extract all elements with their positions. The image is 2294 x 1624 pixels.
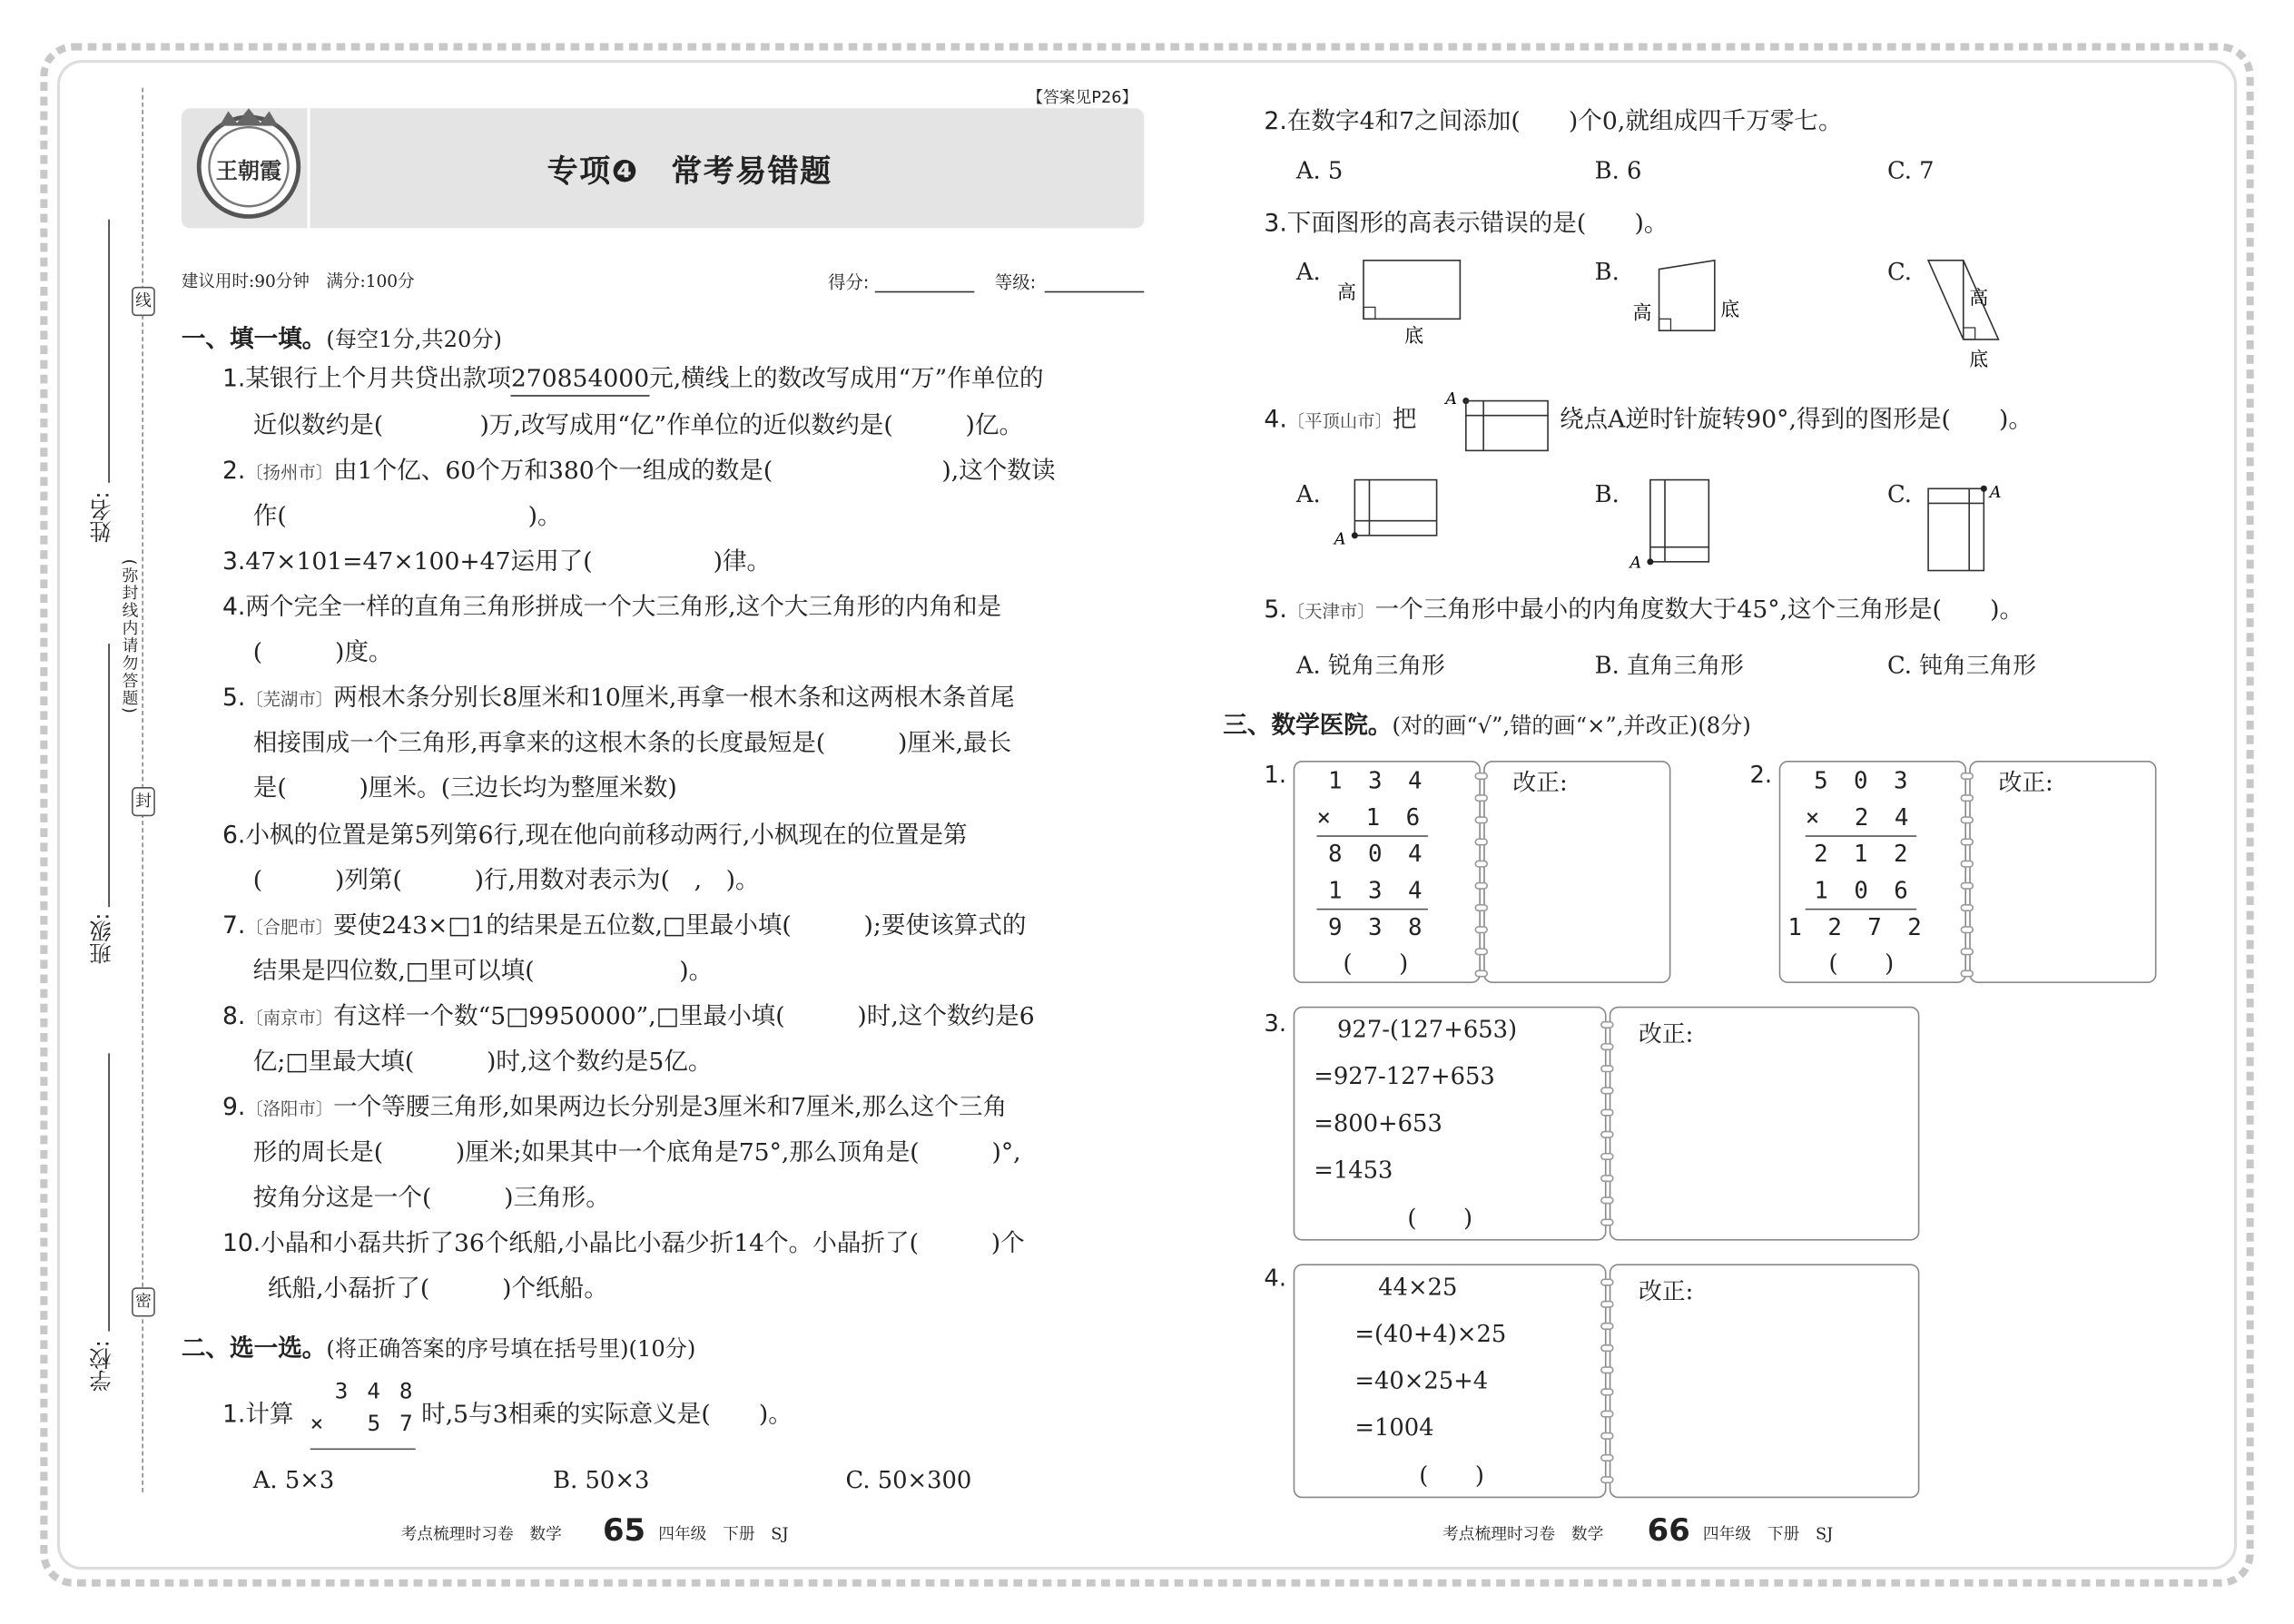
q-text: 47×101=47×100+47运用了( )律。	[245, 546, 772, 576]
shape-b-trapezoid	[1627, 251, 1758, 354]
q1-4-line1	[222, 591, 1001, 623]
p2-row5: 1 2 7 2	[1787, 912, 1928, 941]
binder-ring	[1600, 1432, 1614, 1440]
shape-a-rectangle	[1332, 251, 1478, 354]
point-a-label: A	[1334, 530, 1346, 549]
p2-fix-box[interactable]	[1969, 761, 2156, 983]
p3-num: 3.	[1264, 1009, 1287, 1038]
score-field[interactable]	[875, 291, 975, 293]
binder-ring	[1961, 773, 1974, 780]
p2-judge[interactable]: ( )	[1828, 949, 1895, 978]
shape-c-parallelogram	[1919, 251, 2022, 374]
q1-5-line3: 是( )厘米。(三边长均为整厘米数)	[252, 773, 677, 802]
time-note: 建议用时:90分钟 满分:100分	[181, 271, 415, 291]
q-text: 两根木条分别长8厘米和10厘米,再拿一根木条和这两根木条首尾	[333, 683, 1015, 712]
q1-9-line1	[222, 1091, 1007, 1125]
binder-ring	[1600, 1196, 1614, 1204]
name-field[interactable]	[108, 220, 110, 483]
footer-left-grade: 四年级 下册 SJ	[658, 1524, 789, 1544]
p4-judge[interactable]: ( )	[1419, 1461, 1484, 1490]
label-gao: 高	[1337, 281, 1356, 303]
q-num: 7.	[222, 911, 246, 940]
q1-8-line2: 亿;□里最大填( )时,这个数约是5亿。	[252, 1047, 713, 1076]
q1-9-line3: 按角分这是一个( )三角形。	[252, 1183, 610, 1212]
q-num: 10.	[222, 1228, 261, 1257]
q-num: 4.	[1264, 405, 1287, 434]
q2-2-option-a[interactable]: A. 5	[1295, 156, 1344, 185]
class-label: 班级:	[87, 912, 114, 965]
q2-1-option-c[interactable]: C. 50×300	[845, 1465, 972, 1494]
label-gao: 高	[1632, 301, 1652, 324]
binder-ring	[1600, 1301, 1614, 1308]
point-a-label: A	[1989, 483, 2002, 502]
q-text: 一个三角形中最小的内角度数大于45°,这个三角形是( )。	[1374, 595, 2024, 624]
score-label: 得分:	[828, 271, 870, 293]
q2-2-option-b[interactable]: B. 6	[1594, 156, 1642, 185]
rotate-option-c	[1919, 471, 2022, 576]
q-text: 某银行上个月共贷出款项	[245, 364, 511, 392]
q1-6-line1	[222, 819, 968, 851]
q1-6-line2: ( )列第( )行,用数对表示为( , )。	[252, 866, 760, 894]
binder-ring	[1600, 1411, 1614, 1418]
region-tag: 〔扬州市〕	[245, 462, 334, 483]
q-text: 小晶和小磊共折了36个纸船,小晶比小磊少折14个。小晶折了( )个	[261, 1228, 1025, 1257]
binder-ring	[1600, 1021, 1614, 1029]
binder-ring	[1474, 904, 1488, 911]
binder-ring	[1474, 948, 1488, 955]
q2-4-post: 绕点A逆时针旋转90°,得到的图形是( )。	[1559, 405, 2033, 434]
q1-10-line1	[222, 1227, 1025, 1259]
point-a-label: A	[1445, 389, 1458, 408]
q1-4-line2: ( )度。	[252, 637, 393, 666]
section1-title: 一、填一填。(每空1分,共20分)	[181, 324, 502, 353]
binder-ring	[1474, 926, 1488, 933]
q-text: 两个完全一样的直角三角形拼成一个大三角形,这个大三角形的内角和是	[245, 592, 1002, 621]
binder-ring	[1961, 794, 1974, 802]
region-tag: 〔南京市〕	[245, 1008, 334, 1029]
q2-1-pre	[222, 1399, 294, 1431]
binder-ring	[1600, 1043, 1614, 1050]
label-gao: 高	[1969, 287, 1989, 310]
calc-rule	[310, 1448, 416, 1450]
q1-5-line2: 相接围成一个三角形,再拿来的这根木条的长度最短是( )厘米,最长	[252, 728, 1012, 757]
label-di: 底	[1720, 299, 1740, 321]
q2-3-line	[1264, 208, 1668, 240]
answer-ref: 【答案见P26】	[1027, 87, 1138, 107]
binder-ring	[1961, 838, 1974, 845]
p1-num: 1.	[1264, 761, 1287, 789]
q1-9-line2: 形的周长是( )厘米;如果其中一个底角是75°,那么顶角是( )°,	[252, 1137, 1021, 1166]
binder-ring	[1474, 773, 1488, 780]
binder-ring	[1600, 1218, 1614, 1225]
seal-word-mi: 密	[132, 1287, 155, 1316]
q-num: 2.	[1264, 106, 1287, 135]
q-num: 2.	[222, 456, 246, 485]
q2-5-option-b[interactable]: B. 直角三角形	[1594, 651, 1744, 679]
binder-ring	[1600, 1476, 1614, 1483]
q2-1-post: 时,5与3相乘的实际意义是( )。	[421, 1400, 793, 1428]
q-num: 5.	[1264, 595, 1287, 624]
vertical-calc-top: 3 4 8	[334, 1378, 416, 1405]
binder-ring	[1961, 969, 1974, 977]
p1-fix-label: 改正:	[1512, 768, 1568, 796]
p3-fix-label: 改正:	[1638, 1019, 1694, 1048]
banner-divider	[307, 108, 310, 228]
q-num: 3.	[1264, 209, 1287, 238]
p1-row4: 1 3 4	[1328, 876, 1428, 904]
binder-ring	[1600, 1279, 1614, 1286]
p4-fix-label: 改正:	[1638, 1276, 1694, 1305]
point-a-label: A	[1629, 554, 1642, 573]
logo-text: 王朝霞	[215, 157, 282, 184]
binder-ring	[1600, 1366, 1614, 1373]
binder-ring	[1961, 882, 1974, 890]
q-num: 1.	[222, 364, 246, 392]
q-text: 下面图形的高表示错误的是( )。	[1286, 209, 1669, 238]
q1-5-line1	[222, 682, 1015, 715]
q1-2-line2: 作( )。	[252, 501, 562, 530]
region-tag: 〔合肥市〕	[245, 917, 334, 939]
logo-seal	[193, 103, 304, 225]
q-text: 计算	[245, 1400, 294, 1428]
grade-field[interactable]	[1045, 291, 1145, 293]
rotate-figure	[1442, 383, 1553, 457]
binder-ring	[1961, 904, 1974, 911]
q-text: 有这样一个数“5□9950000”,□里最小填( )时,这个数约是6	[333, 1001, 1035, 1030]
q-text: 在数字4和7之间添加( )个0,就组成四千万零七。	[1286, 106, 1843, 135]
grade-label: 等级:	[994, 271, 1037, 293]
class-field[interactable]	[108, 644, 110, 907]
binder-ring	[1474, 882, 1488, 890]
q-text: 一个等腰三角形,如果两边长分别是3厘米和7厘米,那么这个三角	[333, 1092, 1008, 1121]
section3-title: 三、数学医院。(对的画“√”,错的画“×”,并改正)(8分)	[1223, 711, 1751, 739]
binder-ring	[1600, 1454, 1614, 1462]
footer-left-book: 考点梳理时习卷 数学	[400, 1524, 562, 1544]
p3-line2: =927-127+653	[1314, 1062, 1495, 1090]
q2-1-option-b[interactable]: B. 50×3	[553, 1465, 650, 1494]
region-tag: 〔天津市〕	[1286, 601, 1375, 622]
binder-ring	[1474, 794, 1488, 802]
rotate-option-a	[1332, 471, 1449, 556]
p2-row2: × 2 4	[1805, 802, 1915, 832]
p4-num: 4.	[1264, 1264, 1287, 1293]
binder-ring	[1600, 1065, 1614, 1072]
binder-ring	[1474, 861, 1488, 868]
school-field[interactable]	[108, 1053, 110, 1331]
vertical-calc-bottom: × 5 7	[310, 1410, 416, 1437]
p2-num: 2.	[1749, 761, 1773, 789]
p4-line3: =40×25+4	[1354, 1366, 1489, 1394]
label-di: 底	[1404, 325, 1424, 348]
q-num: 1.	[222, 1400, 246, 1428]
q1-7-line1	[222, 910, 1026, 943]
q-num: 8.	[222, 1001, 246, 1030]
q2-5-line	[1264, 594, 2023, 627]
binder-ring	[1961, 926, 1974, 933]
q-text: 由1个亿、60个万和380个一组成的数是( ),这个数读	[333, 456, 1056, 485]
p2-row3: 2 1 2	[1814, 840, 1914, 868]
p1-fix-box[interactable]	[1483, 761, 1670, 983]
q1-10-line2: 纸船,小磊折了( )个纸船。	[267, 1274, 608, 1303]
p3-line1: 927-(127+653)	[1337, 1015, 1518, 1044]
binder-ring	[1474, 969, 1488, 977]
binder-ring	[1961, 948, 1974, 955]
q-num: 3.	[222, 546, 246, 576]
binder-ring	[1600, 1388, 1614, 1395]
p3-judge[interactable]: ( )	[1407, 1204, 1473, 1232]
q2-4-pre	[1264, 404, 1416, 438]
p1-row1: 1 3 4	[1328, 766, 1428, 795]
p2-row1: 5 0 3	[1814, 766, 1914, 795]
q2-3-option-a[interactable]: A.	[1295, 257, 1321, 286]
q2-4-option-c[interactable]: C.	[1886, 479, 1912, 508]
q2-5-option-a[interactable]: A. 锐角三角形	[1295, 651, 1445, 679]
q2-2-line	[1264, 105, 1842, 137]
p4-line1: 44×25	[1378, 1273, 1458, 1301]
q-text: 要使243×□1的结果是五位数,□里最小填( );要使该算式的	[333, 911, 1027, 940]
page-title: 专项❹ 常考易错题	[546, 153, 832, 189]
region-tag: 〔洛阳市〕	[245, 1098, 334, 1119]
seal-word-feng: 封	[132, 787, 155, 816]
rotate-option-b	[1627, 471, 1729, 574]
binder-ring	[1961, 861, 1974, 868]
q1-3-line1	[222, 546, 771, 577]
q2-2-option-c[interactable]: C. 7	[1886, 156, 1935, 185]
p1-row5: 9 3 8	[1328, 912, 1428, 941]
binder-ring	[1600, 1323, 1614, 1330]
binder-ring	[1600, 1153, 1614, 1160]
q-text: 元,横线上的数改写成用“万”作单位的	[649, 364, 1044, 392]
binder-ring	[1961, 816, 1974, 823]
p4-line2: =(40+4)×25	[1354, 1319, 1507, 1348]
binder-ring	[1474, 838, 1488, 845]
p3-line3: =800+653	[1314, 1108, 1442, 1137]
q1-8-line1	[222, 1000, 1035, 1034]
seal-word-xian: 线	[132, 287, 155, 316]
q1-2-line1	[222, 455, 1056, 488]
q2-3-option-b[interactable]: B.	[1594, 257, 1620, 286]
q2-4-option-b[interactable]: B.	[1594, 479, 1620, 508]
binder-ring	[1600, 1109, 1614, 1117]
footer-right-page: 66	[1647, 1512, 1690, 1549]
q-num: 9.	[222, 1092, 246, 1121]
region-tag: 〔芜湖市〕	[245, 689, 334, 710]
binder-ring	[1474, 816, 1488, 823]
q-text: 小枫的位置是第5列第6行,现在他向前移动两行,小枫现在的位置是第	[245, 821, 968, 849]
binder-ring	[1600, 1175, 1614, 1182]
binder-ring	[1600, 1344, 1614, 1352]
q-num: 4.	[222, 592, 246, 621]
p1-judge[interactable]: ( )	[1343, 949, 1409, 978]
q2-4-option-a[interactable]: A.	[1295, 479, 1321, 508]
footer-left-page: 65	[602, 1512, 646, 1549]
underlined-number: 270854000	[511, 363, 649, 397]
q1-7-line2: 结果是四位数,□里可以填( )。	[252, 956, 714, 985]
q2-1-option-a[interactable]: A. 5×3	[252, 1465, 335, 1494]
q-num: 5.	[222, 683, 246, 712]
p2-fix-label: 改正:	[1998, 768, 2053, 796]
label-di: 底	[1969, 348, 1989, 370]
p2-row4: 1 0 6	[1814, 876, 1915, 904]
footer-right-grade: 四年级 下册 SJ	[1702, 1524, 1834, 1544]
school-label: 学校:	[87, 1340, 114, 1392]
footer-right-book: 考点梳理时习卷 数学	[1442, 1524, 1604, 1544]
q2-3-option-c[interactable]: C.	[1886, 257, 1912, 286]
binder-ring	[1600, 1131, 1614, 1138]
q-num: 6.	[222, 821, 246, 849]
binder-ring	[1600, 1087, 1614, 1094]
q2-5-option-c[interactable]: C. 钝角三角形	[1886, 651, 2037, 679]
region-tag: 〔平顶山市〕	[1286, 410, 1393, 432]
p1-row3: 8 0 4	[1328, 840, 1428, 868]
q1-1-line2: 近似数约是( )万,改写成用“亿”作单位的近似数约是( )亿。	[252, 410, 1024, 439]
q-text: 把	[1392, 405, 1417, 434]
section2-title: 二、选一选。(将正确答案的序号填在括号里)(10分)	[181, 1334, 696, 1363]
name-label: 姓名:	[87, 491, 114, 544]
p3-line4: =1453	[1314, 1156, 1393, 1184]
p4-line4: =1004	[1354, 1412, 1434, 1442]
p1-row2: × 1 6	[1316, 802, 1426, 832]
seal-notice: (弥封线内请勿答题)	[120, 558, 140, 715]
q1-1-line1	[222, 363, 1044, 397]
